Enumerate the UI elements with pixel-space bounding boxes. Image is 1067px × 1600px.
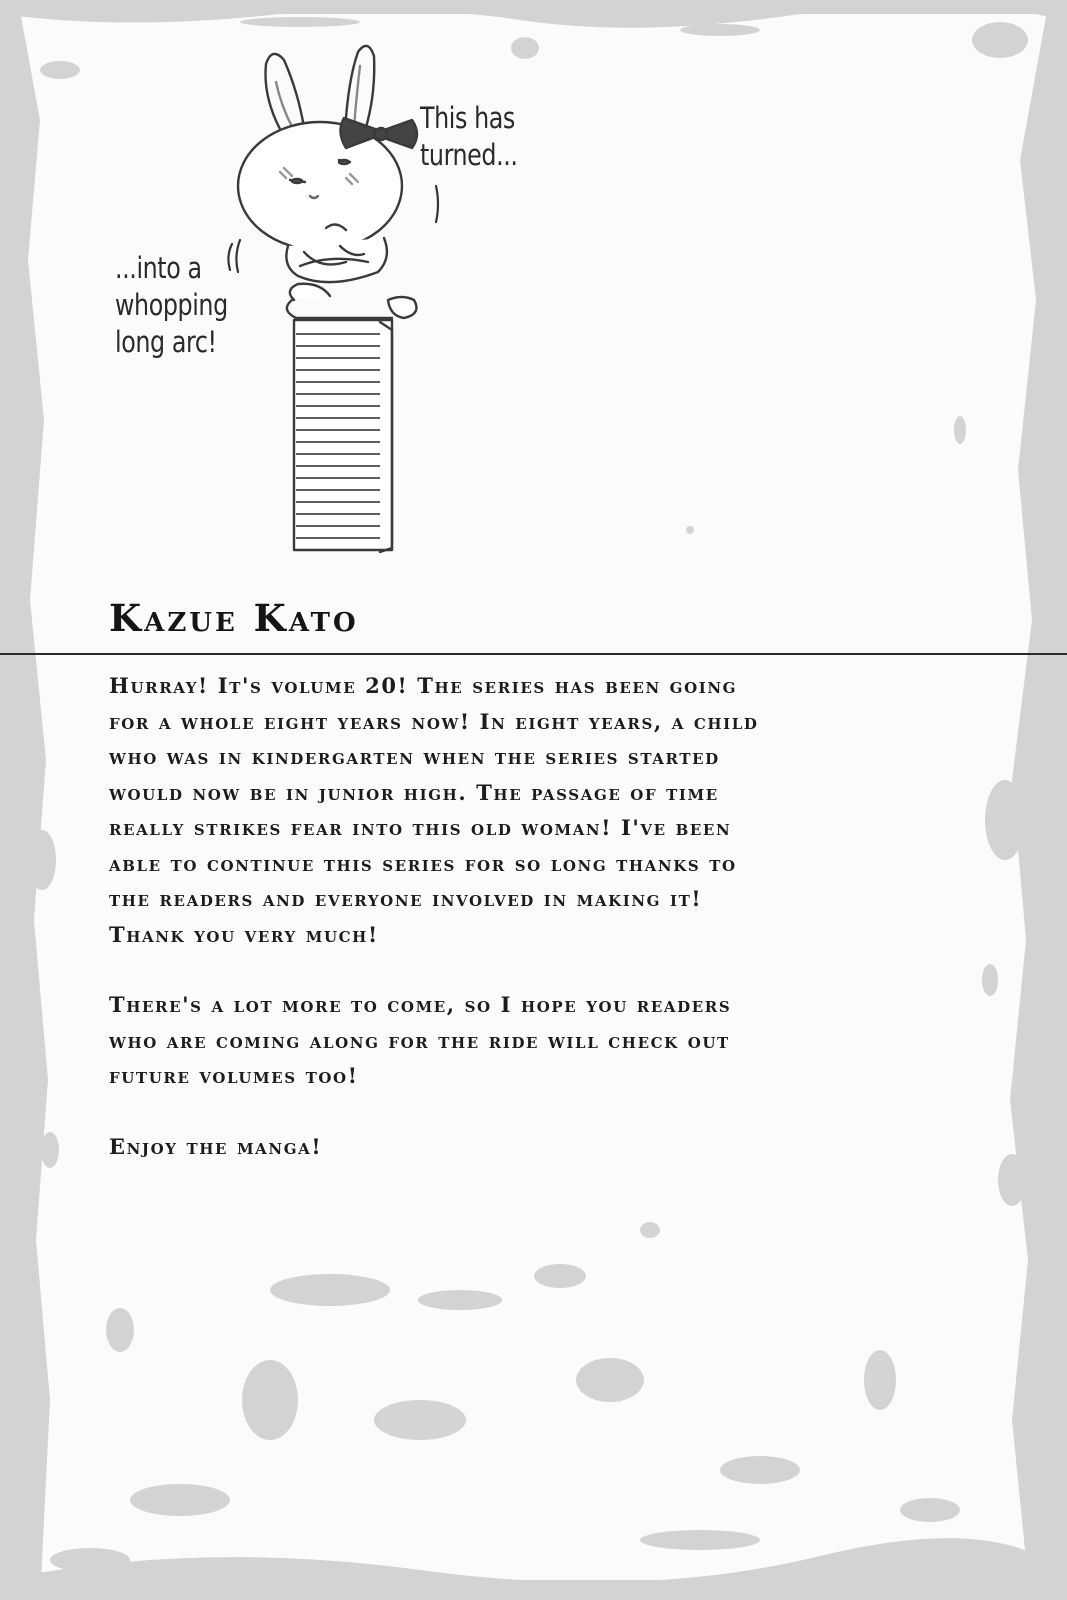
divider-line	[0, 653, 1067, 655]
author-message	[109, 668, 769, 1199]
message-paragraph: Enjoy the manga!	[109, 1133, 323, 1159]
message-paragraph: Hurray! It's volume 20! The series has been going for a whole eight years now! In eight years, a child who was in kindergarten when the series started would now be in junior high. The passage of time really strikes fear into this old woman! I've been able to continue this series for so long thanks to the readers and everyone involved in making it! Thank you very much!	[109, 673, 759, 947]
speech-text-left: ...into a whopping long arc!	[115, 251, 228, 359]
message-paragraph: There's a lot more to come, so I hope you readers who are coming along for the ride will check out future volumes too!	[109, 992, 732, 1088]
speech-text-right: This has turned...	[420, 101, 518, 172]
author-name: Kazue Kato	[109, 596, 359, 640]
